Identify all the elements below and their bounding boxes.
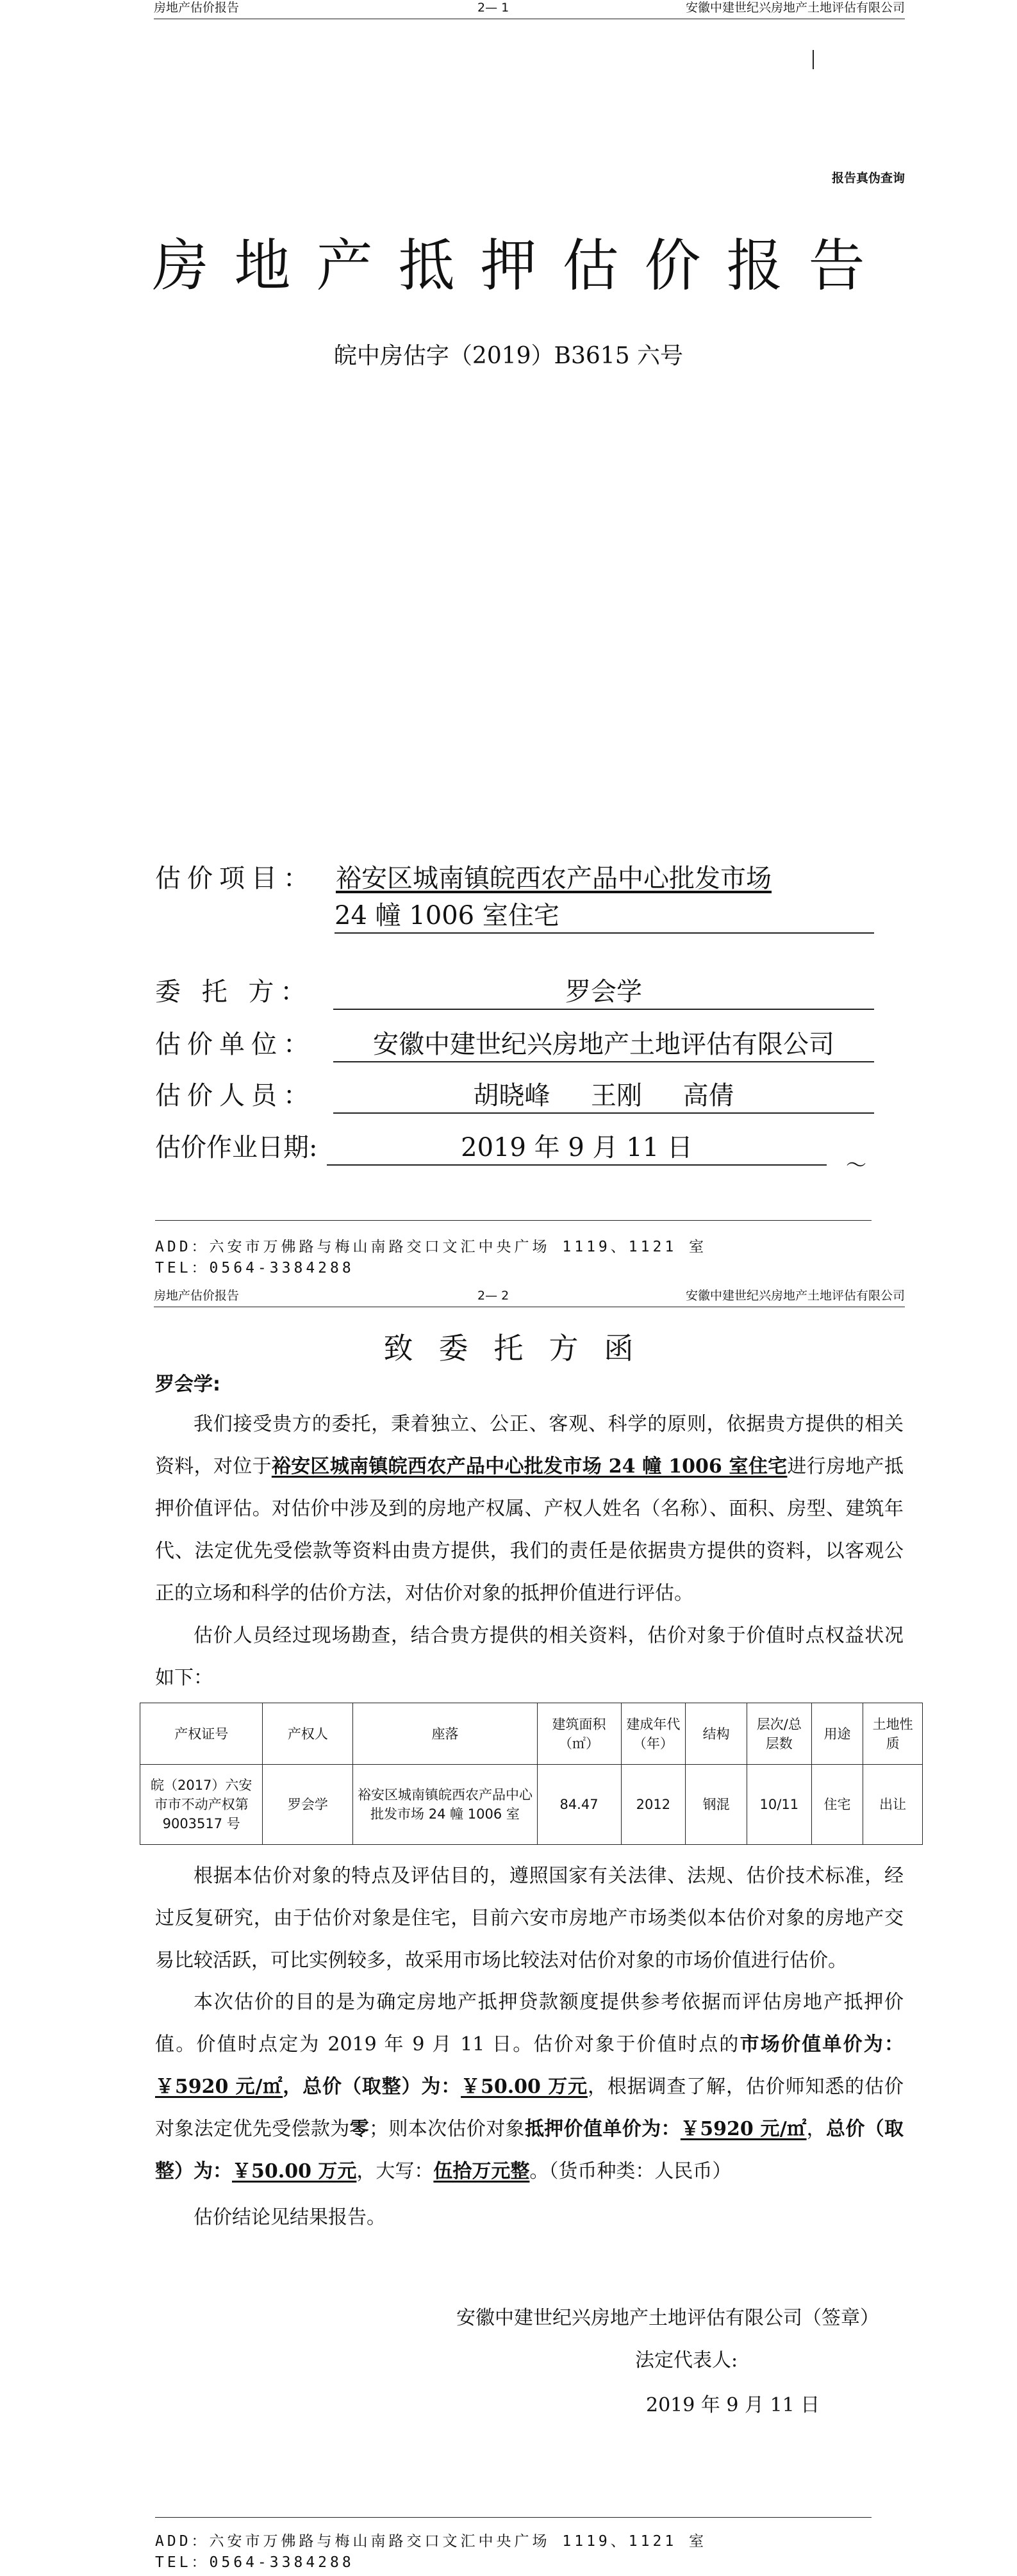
p4-text-n: ，大写： <box>356 2160 434 2183</box>
p4-text-h: ；则本次估价对象 <box>369 2118 525 2140</box>
field-client-value: 罗会学 <box>333 975 874 1010</box>
letter-paragraph-4 <box>155 1981 904 2193</box>
report-document-number: 皖中房估字（2019）B3615 六号 <box>333 343 684 369</box>
property-rights-table <box>140 1703 923 1845</box>
page-footer <box>155 2517 875 2572</box>
stray-tilde-mark: ～ <box>846 1153 867 1177</box>
table-header-cell: 建筑面积（㎡） <box>537 1703 621 1765</box>
header-page-number: 2— 2 <box>477 1289 509 1303</box>
field-project: 估价项目： 裕安区城南镇皖西农产品中心批发市场 24 幢 1006 室住宅 <box>155 862 873 932</box>
report-title: 房地产抵押估价报告 <box>152 233 891 299</box>
table-header-cell: 产权人 <box>263 1703 353 1765</box>
footer-address: ADD：六安市万佛路与梅山南路交口文汇中央广场 1119、1121 室 <box>155 1239 707 1255</box>
field-appraisal-unit <box>155 1028 873 1061</box>
field-date-label: 估价作业日期: <box>155 1133 318 1162</box>
table-cell: 2012 <box>621 1765 686 1845</box>
header-page-number: 2— 1 <box>477 1 509 15</box>
table-cell: 住宅 <box>811 1765 863 1845</box>
footer-address: ADD：六安市万佛路与梅山南路交口文汇中央广场 1119、1121 室 <box>155 2533 707 2550</box>
table-header-row <box>140 1703 923 1765</box>
footer-telephone: TEL：0564-3384288 <box>155 2554 354 2571</box>
field-date-value: 2019 年 9 月 11 日 <box>327 1131 827 1166</box>
p4-text-f: ，根据调查了解，估价师知悉的估价对象法定优先受偿款为 <box>155 2076 904 2140</box>
p4-market-unit-label: 市场价值单价为： <box>740 2033 904 2056</box>
page-header <box>154 1288 905 1307</box>
page-header <box>154 0 905 19</box>
p4-mortgage-total-label: 总价（取整）为： <box>155 2118 904 2183</box>
field-project-label: 估价项目： <box>155 864 315 893</box>
p4-text-p: 。（货币种类：人民币） <box>529 2160 732 2183</box>
p4-market-unit-price: ￥5920 元/㎡ <box>155 2076 283 2098</box>
table-cell: 84.47 <box>537 1765 621 1845</box>
table-cell: 皖（2017）六安市市不动产权第 9003517 号 <box>140 1765 263 1845</box>
letter-salutation: 罗会学: <box>155 1373 220 1396</box>
footer-divider <box>155 2517 872 2518</box>
header-report-name: 房地产估价报告 <box>154 1 240 15</box>
letter-title: 致委托方函 <box>383 1331 659 1366</box>
letter-paragraph-5: 估价结论见结果报告。 <box>194 2206 386 2229</box>
table-cell: 钢混 <box>686 1765 747 1845</box>
text-cursor-mark <box>813 50 814 69</box>
table-cell: 罗会学 <box>263 1765 353 1845</box>
field-unit-value: 安徽中建世纪兴房地产土地评估有限公司 <box>333 1028 874 1062</box>
table-header-cell: 层次/总层数 <box>747 1703 811 1765</box>
header-report-name: 房地产估价报告 <box>154 1289 240 1303</box>
table-header-cell: 产权证号 <box>140 1703 263 1765</box>
p4-priority-amount: 零 <box>349 2118 370 2140</box>
table-header-cell: 土地性质 <box>863 1703 923 1765</box>
table-cell: 10/11 <box>747 1765 811 1845</box>
field-appraisers <box>155 1079 873 1112</box>
table-header-cell: 用途 <box>811 1703 863 1765</box>
p1-property-address: 裕安区城南镇皖西农产品中心批发市场 24 幢 1006 室住宅 <box>271 1455 788 1478</box>
p1-text-a: 我们接受贵方的委托，秉着独立、公正、客观、科学的原则，依据贵方提供的相关资料，对位于 <box>155 1413 904 1478</box>
table-cell: 出让 <box>863 1765 923 1845</box>
field-work-date <box>155 1131 873 1164</box>
report-verify-link[interactable]: 报告真伪查询 <box>831 171 905 185</box>
field-appraisers-value: 胡晓峰 王刚 高倩 <box>333 1079 874 1114</box>
letter-to-client-page <box>0 1288 1017 2576</box>
letter-paragraph-2: 估价人员经过现场勘查，结合贵方提供的相关资料，估价对象于价值时点权益状况如下： <box>155 1624 904 1689</box>
p4-market-total-label: ，总价（取整）为： <box>283 2076 461 2098</box>
table-header-cell: 结构 <box>686 1703 747 1765</box>
p4-mortgage-unit-price: ￥5920 元/㎡ <box>680 2118 807 2140</box>
p4-text-k: ， <box>806 2118 826 2140</box>
footer-divider <box>155 1220 872 1221</box>
table-row <box>140 1765 923 1845</box>
p4-market-total-price: ￥50.00 万元 <box>461 2076 588 2098</box>
signature-legal-rep: 法定代表人: <box>635 2349 738 2372</box>
p4-amount-in-words: 伍拾万元整 <box>433 2160 530 2183</box>
header-company-name: 安徽中建世纪兴房地产土地评估有限公司 <box>685 1289 905 1303</box>
letter-paragraph-1 <box>155 1403 904 1615</box>
signature-company: 安徽中建世纪兴房地产土地评估有限公司（签章） <box>456 2307 879 2329</box>
field-client <box>155 975 873 1009</box>
letter-paragraph-3: 根据本估价对象的特点及评估目的，遵照国家有关法律、法规、估价技术标准，经过反复研究，由于估价对象是住宅，目前六安市房地产市场类似本估价对象的房地产交易比较活跃，可比实例较多，故采用市场比较法对估价对象的市场价值进行估价。 <box>155 1865 904 1972</box>
p1-text-c: 进行房地产抵押价值评估。对估价中涉及到的房地产权属、产权人姓名（名称）、面积、房型、建筑年代、法定优先受偿款等资料由贵方提供，我们的责任是依据贵方提供的资料，以客观公正的立场和科学的估价方法，对估价对象的抵押价值进行评估。 <box>155 1455 904 1605</box>
header-company-name: 安徽中建世纪兴房地产土地评估有限公司 <box>685 1 905 15</box>
field-project-value-line2: 24 幢 1006 室住宅 <box>335 899 874 934</box>
page-footer <box>155 1220 875 1277</box>
table-cell: 裕安区城南镇皖西农产品中心批发市场 24 幢 1006 室 <box>353 1765 537 1845</box>
p4-text-a: 本次估价的目的是为确定房地产抵押贷款额度提供参考依据而评估房地产抵押价值。价值时点定为 2019 年 9 月 11 日。估价对象于价值时点的 <box>155 1991 904 2056</box>
table-header-cell: 座落 <box>353 1703 537 1765</box>
footer-telephone: TEL：0564-3384288 <box>155 1260 354 1276</box>
p4-mortgage-unit-label: 抵押价值单价为： <box>524 2118 681 2140</box>
table-header-cell: 建成年代（年） <box>621 1703 686 1765</box>
signature-date: 2019 年 9 月 11 日 <box>646 2394 820 2416</box>
field-client-label: 委 托 方： <box>155 977 313 1007</box>
field-appraisers-label: 估价人员： <box>155 1081 315 1110</box>
p4-mortgage-total-price: ￥50.00 万元 <box>232 2160 357 2183</box>
field-unit-label: 估价单位： <box>155 1030 315 1059</box>
